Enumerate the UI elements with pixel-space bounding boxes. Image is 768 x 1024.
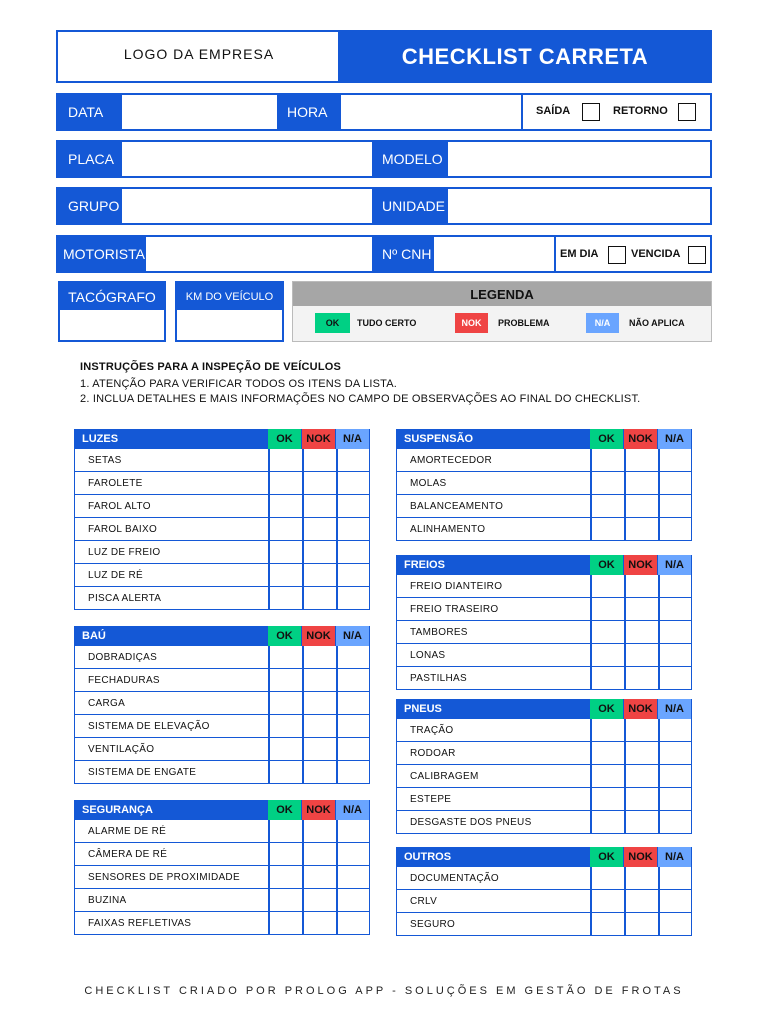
checklist-item-label: SISTEMA DE ELEVAÇÃO xyxy=(88,720,210,732)
grupo-unidade-row xyxy=(56,187,712,225)
tacografo-field[interactable] xyxy=(60,310,164,340)
check-cell-ok[interactable] xyxy=(591,742,624,764)
check-cell-ok[interactable] xyxy=(269,472,302,494)
legend-ok-text: TUDO CERTO xyxy=(357,318,417,328)
instructions-title: INSTRUÇÕES PARA A INSPEÇÃO DE VEÍCULOS xyxy=(80,361,342,373)
saida-label: SAÍDA xyxy=(536,105,571,117)
checklist-row xyxy=(396,644,692,667)
check-cell-nok[interactable] xyxy=(625,788,658,810)
legend-nok-chip: NOK xyxy=(455,313,488,333)
checklist-row xyxy=(74,518,370,541)
section-title: LUZES xyxy=(82,433,119,445)
check-cell-na[interactable] xyxy=(659,621,692,643)
checklist-row xyxy=(396,621,692,644)
check-cell-na[interactable] xyxy=(337,564,370,586)
check-cell-nok[interactable] xyxy=(303,761,336,783)
check-cell-na[interactable] xyxy=(659,913,692,935)
checklist-row xyxy=(74,587,370,610)
section-title: PNEUS xyxy=(404,703,442,715)
column-header-na: N/A xyxy=(658,699,691,719)
check-cell-na[interactable] xyxy=(337,866,370,888)
check-cell-na[interactable] xyxy=(659,575,692,597)
footer-credit: CHECKLIST CRIADO POR PROLOG APP - SOLUÇÕES EM GESTÃO DE FROTAS xyxy=(84,985,684,997)
legend-na-chip: N/A xyxy=(586,313,619,333)
modelo-label: MODELO xyxy=(372,142,448,176)
section-pneus xyxy=(396,699,692,834)
check-cell-nok[interactable] xyxy=(303,495,336,517)
check-cell-nok[interactable] xyxy=(625,667,658,689)
checklist-row xyxy=(74,541,370,564)
check-cell-nok[interactable] xyxy=(303,820,336,842)
unidade-field[interactable] xyxy=(448,189,710,223)
column-header-ok: OK xyxy=(590,555,623,575)
legend-na-text: NÃO APLICA xyxy=(629,318,685,328)
check-cell-nok[interactable] xyxy=(303,669,336,691)
checklist-item-label: MOLAS xyxy=(410,477,447,489)
column-header-nok: NOK xyxy=(302,429,335,449)
checklist-row xyxy=(396,495,692,518)
data-label: DATA xyxy=(58,95,122,129)
checklist-row xyxy=(396,719,692,742)
check-cell-ok[interactable] xyxy=(591,788,624,810)
check-cell-ok[interactable] xyxy=(269,541,302,563)
checklist-row xyxy=(396,598,692,621)
retorno-checkbox[interactable] xyxy=(678,103,696,121)
check-cell-ok[interactable] xyxy=(269,889,302,911)
check-cell-nok[interactable] xyxy=(303,472,336,494)
check-cell-na[interactable] xyxy=(659,667,692,689)
checklist-item-label: FAROL BAIXO xyxy=(88,523,158,535)
legend-ok-chip: OK xyxy=(315,313,350,333)
placa-modelo-row xyxy=(56,140,712,178)
check-cell-nok[interactable] xyxy=(303,587,336,609)
check-cell-ok[interactable] xyxy=(591,867,624,889)
company-logo-placeholder xyxy=(56,30,340,83)
check-cell-na[interactable] xyxy=(337,761,370,783)
check-cell-nok[interactable] xyxy=(625,472,658,494)
column-header-nok: NOK xyxy=(624,429,657,449)
checklist-item-label: SETAS xyxy=(88,454,122,466)
checklist-row xyxy=(74,692,370,715)
column-header-ok: OK xyxy=(268,626,301,646)
checklist-row xyxy=(396,765,692,788)
em-dia-checkbox[interactable] xyxy=(608,246,626,264)
section-seguranca xyxy=(74,800,370,935)
divider xyxy=(554,237,556,271)
section-outros xyxy=(396,847,692,936)
motorista-cnh-row xyxy=(56,235,712,273)
checklist-item-label: LONAS xyxy=(410,649,446,661)
instructions-line-1: 1. ATENÇÃO PARA VERIFICAR TODOS OS ITENS DA LISTA. xyxy=(80,378,398,390)
check-cell-na[interactable] xyxy=(659,598,692,620)
checklist-row xyxy=(396,667,692,690)
checklist-row xyxy=(396,575,692,598)
checklist-row xyxy=(74,472,370,495)
checklist-item-label: PISCA ALERTA xyxy=(88,592,162,604)
column-header-na: N/A xyxy=(658,555,691,575)
checklist-item-label: LUZ DE RÉ xyxy=(88,569,143,581)
column-header-na: N/A xyxy=(336,429,369,449)
checklist-item-label: VENTILAÇÃO xyxy=(88,743,155,755)
column-header-ok: OK xyxy=(590,847,623,867)
legend-nok-text: PROBLEMA xyxy=(498,318,550,328)
check-cell-nok[interactable] xyxy=(303,843,336,865)
checklist-item-label: ESTEPE xyxy=(410,793,452,805)
check-cell-nok[interactable] xyxy=(303,518,336,540)
grupo-label: GRUPO xyxy=(58,189,122,223)
check-cell-na[interactable] xyxy=(659,811,692,833)
section-header xyxy=(396,699,692,719)
check-cell-na[interactable] xyxy=(337,692,370,714)
section-title: SEGURANÇA xyxy=(82,804,153,816)
check-cell-ok[interactable] xyxy=(269,738,302,760)
check-cell-na[interactable] xyxy=(337,472,370,494)
column-header-na: N/A xyxy=(658,847,691,867)
check-cell-nok[interactable] xyxy=(625,742,658,764)
check-cell-ok[interactable] xyxy=(591,518,624,540)
checklist-item-label: AMORTECEDOR xyxy=(410,454,493,466)
checklist-item-label: FREIO DIANTEIRO xyxy=(410,580,503,592)
section-header xyxy=(396,429,692,449)
column-header-ok: OK xyxy=(268,429,301,449)
checklist-item-label: DOBRADIÇAS xyxy=(88,651,158,663)
section-header xyxy=(396,847,692,867)
check-cell-na[interactable] xyxy=(337,715,370,737)
unidade-label: UNIDADE xyxy=(372,189,448,223)
check-cell-nok[interactable] xyxy=(303,715,336,737)
checklist-row xyxy=(74,669,370,692)
check-cell-nok[interactable] xyxy=(303,541,336,563)
check-cell-nok[interactable] xyxy=(625,598,658,620)
checklist-item-label: ALARME DE RÉ xyxy=(88,825,167,837)
check-cell-ok[interactable] xyxy=(591,890,624,912)
check-cell-nok[interactable] xyxy=(303,866,336,888)
checklist-item-label: ALINHAMENTO xyxy=(410,523,486,535)
checklist-item-label: CALIBRAGEM xyxy=(410,770,479,782)
check-cell-ok[interactable] xyxy=(269,587,302,609)
check-cell-nok[interactable] xyxy=(303,449,336,471)
retorno-label: RETORNO xyxy=(613,105,668,117)
check-cell-ok[interactable] xyxy=(591,575,624,597)
checklist-item-label: PASTILHAS xyxy=(410,672,467,684)
checklist-item-label: FAROLETE xyxy=(88,477,143,489)
checklist-item-label: TRAÇÃO xyxy=(410,724,454,736)
section-luzes xyxy=(74,429,370,610)
check-cell-ok[interactable] xyxy=(591,765,624,787)
check-cell-na[interactable] xyxy=(337,541,370,563)
check-cell-ok[interactable] xyxy=(269,820,302,842)
checklist-item-label: BUZINA xyxy=(88,894,127,906)
section-title: OUTROS xyxy=(404,851,452,863)
check-cell-ok[interactable] xyxy=(269,495,302,517)
column-header-nok: NOK xyxy=(302,626,335,646)
checklist-item-label: LUZ DE FREIO xyxy=(88,546,161,558)
modelo-field[interactable] xyxy=(448,142,710,176)
check-cell-ok[interactable] xyxy=(269,518,302,540)
check-cell-ok[interactable] xyxy=(269,761,302,783)
check-cell-ok[interactable] xyxy=(591,913,624,935)
checklist-row xyxy=(396,811,692,834)
check-cell-nok[interactable] xyxy=(625,621,658,643)
column-header-ok: OK xyxy=(590,699,623,719)
section-header xyxy=(74,626,370,646)
column-header-ok: OK xyxy=(590,429,623,449)
check-cell-ok[interactable] xyxy=(591,811,624,833)
instructions-line-2: 2. INCLUA DETALHES E MAIS INFORMAÇÕES NO CAMPO DE OBSERVAÇÕES AO FINAL DO CHECKLIST. xyxy=(80,393,641,405)
column-header-na: N/A xyxy=(336,800,369,820)
check-cell-ok[interactable] xyxy=(591,598,624,620)
check-cell-nok[interactable] xyxy=(625,867,658,889)
column-header-nok: NOK xyxy=(624,555,657,575)
column-header-na: N/A xyxy=(658,429,691,449)
check-cell-nok[interactable] xyxy=(303,889,336,911)
section-header xyxy=(396,555,692,575)
checklist-item-label: FREIO TRASEIRO xyxy=(410,603,499,615)
checklist-item-label: BALANCEAMENTO xyxy=(410,500,504,512)
check-cell-na[interactable] xyxy=(659,719,692,741)
checklist-item-label: FECHADURAS xyxy=(88,674,160,686)
check-cell-nok[interactable] xyxy=(625,518,658,540)
check-cell-ok[interactable] xyxy=(269,912,302,934)
check-cell-nok[interactable] xyxy=(625,811,658,833)
section-title: BAÚ xyxy=(82,630,106,642)
check-cell-nok[interactable] xyxy=(303,912,336,934)
checklist-row xyxy=(396,913,692,936)
motorista-field[interactable] xyxy=(146,237,372,271)
check-cell-ok[interactable] xyxy=(591,667,624,689)
check-cell-nok[interactable] xyxy=(625,449,658,471)
divider xyxy=(521,95,523,129)
checklist-row xyxy=(396,449,692,472)
checklist-row xyxy=(396,518,692,541)
checklist-item-label: CRLV xyxy=(410,895,438,907)
section-title: SUSPENSÃO xyxy=(404,433,474,445)
check-cell-na[interactable] xyxy=(337,449,370,471)
checklist-row xyxy=(396,472,692,495)
checklist-item-label: CARGA xyxy=(88,697,126,709)
check-cell-ok[interactable] xyxy=(269,715,302,737)
vencida-label: VENCIDA xyxy=(631,248,681,260)
section-suspensao xyxy=(396,429,692,541)
km-box xyxy=(175,281,284,342)
checklist-row xyxy=(74,843,370,866)
checklist-row xyxy=(74,761,370,784)
column-header-nok: NOK xyxy=(624,699,657,719)
check-cell-ok[interactable] xyxy=(269,449,302,471)
checklist-row xyxy=(74,715,370,738)
column-header-nok: NOK xyxy=(624,847,657,867)
check-cell-nok[interactable] xyxy=(625,495,658,517)
check-cell-ok[interactable] xyxy=(269,669,302,691)
check-cell-nok[interactable] xyxy=(625,765,658,787)
motorista-label: MOTORISTA xyxy=(58,237,146,271)
check-cell-nok[interactable] xyxy=(625,719,658,741)
check-cell-ok[interactable] xyxy=(269,692,302,714)
checklist-item-label: FAROL ALTO xyxy=(88,500,151,512)
checklist-item-label: CÂMERA DE RÉ xyxy=(88,848,168,860)
check-cell-na[interactable] xyxy=(659,867,692,889)
check-cell-ok[interactable] xyxy=(591,621,624,643)
checklist-row xyxy=(396,788,692,811)
check-cell-na[interactable] xyxy=(337,912,370,934)
tacografo-label: TACÓGRAFO xyxy=(60,283,164,310)
check-cell-ok[interactable] xyxy=(269,843,302,865)
checklist-row xyxy=(74,449,370,472)
checklist-item-label: SENSORES DE PROXIMIDADE xyxy=(88,871,240,883)
check-cell-nok[interactable] xyxy=(303,692,336,714)
check-cell-nok[interactable] xyxy=(303,738,336,760)
section-title: FREIOS xyxy=(404,559,445,571)
column-header-ok: OK xyxy=(268,800,301,820)
column-header-na: N/A xyxy=(336,626,369,646)
checklist-row xyxy=(396,890,692,913)
check-cell-na[interactable] xyxy=(337,518,370,540)
placa-field[interactable] xyxy=(122,142,372,176)
legend-title: LEGENDA xyxy=(293,282,711,306)
check-cell-ok[interactable] xyxy=(591,644,624,666)
hora-label: HORA xyxy=(277,95,341,129)
cnh-label: Nº CNH xyxy=(372,237,434,271)
section-header xyxy=(74,429,370,449)
check-cell-na[interactable] xyxy=(337,495,370,517)
checklist-row xyxy=(396,742,692,765)
check-cell-ok[interactable] xyxy=(269,646,302,668)
check-cell-ok[interactable] xyxy=(269,866,302,888)
date-time-row xyxy=(56,93,712,131)
check-cell-ok[interactable] xyxy=(591,449,624,471)
page-title: CHECKLIST CARRETA xyxy=(338,30,712,83)
checklist-row xyxy=(74,820,370,843)
check-cell-na[interactable] xyxy=(337,843,370,865)
check-cell-na[interactable] xyxy=(659,472,692,494)
check-cell-nok[interactable] xyxy=(625,913,658,935)
checklist-row xyxy=(74,495,370,518)
checklist-item-label: TAMBORES xyxy=(410,626,468,638)
checklist-item-label: SISTEMA DE ENGATE xyxy=(88,766,197,778)
checklist-row xyxy=(74,738,370,761)
check-cell-nok[interactable] xyxy=(303,564,336,586)
section-freios xyxy=(396,555,692,690)
checklist-row xyxy=(74,889,370,912)
check-cell-na[interactable] xyxy=(337,669,370,691)
check-cell-na[interactable] xyxy=(337,738,370,760)
hora-field[interactable] xyxy=(341,95,521,129)
checklist-item-label: SEGURO xyxy=(410,918,456,930)
check-cell-na[interactable] xyxy=(659,495,692,517)
tacografo-box xyxy=(58,281,166,342)
km-label: KM DO VEÍCULO xyxy=(177,283,282,310)
column-header-nok: NOK xyxy=(302,800,335,820)
checklist-row xyxy=(74,646,370,669)
checklist-row xyxy=(74,866,370,889)
checklist-item-label: FAIXAS REFLETIVAS xyxy=(88,917,192,929)
check-cell-nok[interactable] xyxy=(625,575,658,597)
check-cell-na[interactable] xyxy=(659,518,692,540)
check-cell-ok[interactable] xyxy=(591,495,624,517)
check-cell-na[interactable] xyxy=(659,644,692,666)
section-header xyxy=(74,800,370,820)
data-field[interactable] xyxy=(122,95,277,129)
placa-label: PLACA xyxy=(58,142,122,176)
km-field[interactable] xyxy=(177,310,282,340)
cnh-field[interactable] xyxy=(434,237,554,271)
logo-label: LOGO DA EMPRESA xyxy=(123,45,275,62)
check-cell-ok[interactable] xyxy=(269,564,302,586)
checklist-item-label: RODOAR xyxy=(410,747,456,759)
check-cell-na[interactable] xyxy=(659,449,692,471)
check-cell-na[interactable] xyxy=(337,587,370,609)
saida-checkbox[interactable] xyxy=(582,103,600,121)
check-cell-na[interactable] xyxy=(659,765,692,787)
check-cell-ok[interactable] xyxy=(591,719,624,741)
check-cell-na[interactable] xyxy=(337,889,370,911)
section-bau xyxy=(74,626,370,784)
checklist-row xyxy=(74,912,370,935)
check-cell-ok[interactable] xyxy=(591,472,624,494)
check-cell-nok[interactable] xyxy=(625,644,658,666)
check-cell-na[interactable] xyxy=(337,646,370,668)
check-cell-nok[interactable] xyxy=(303,646,336,668)
checklist-item-label: DESGASTE DOS PNEUS xyxy=(410,816,532,828)
check-cell-nok[interactable] xyxy=(625,890,658,912)
legend-box xyxy=(292,281,712,342)
vencida-checkbox[interactable] xyxy=(688,246,706,264)
check-cell-na[interactable] xyxy=(659,788,692,810)
checklist-row xyxy=(396,867,692,890)
check-cell-na[interactable] xyxy=(337,820,370,842)
em-dia-label: EM DIA xyxy=(560,248,599,260)
grupo-field[interactable] xyxy=(122,189,372,223)
checklist-item-label: DOCUMENTAÇÃO xyxy=(410,872,499,884)
check-cell-na[interactable] xyxy=(659,742,692,764)
checklist-row xyxy=(74,564,370,587)
check-cell-na[interactable] xyxy=(659,890,692,912)
